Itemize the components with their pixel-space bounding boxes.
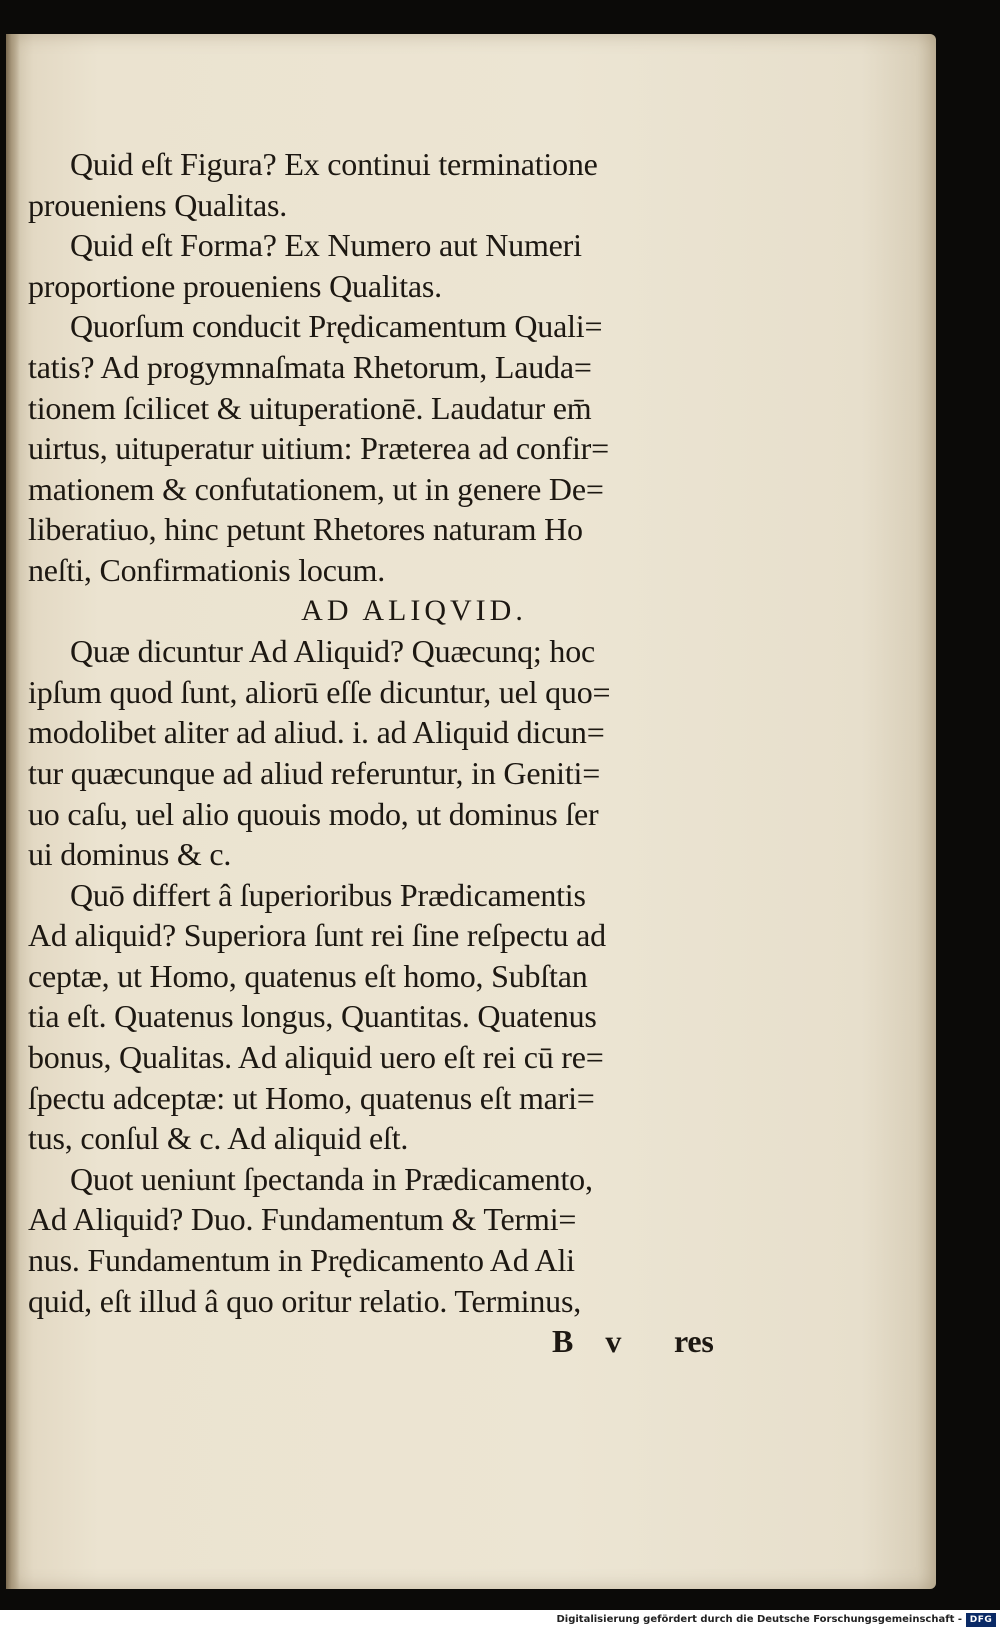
- signature-mark: B v: [552, 1323, 634, 1360]
- text-line: ui dominus & c.: [28, 836, 232, 873]
- text-line: tia eſt. Quatenus longus, Quantitas. Quatenus: [28, 998, 597, 1035]
- text-line: mationem & confutationem, ut in genere De=: [28, 470, 604, 507]
- section-heading: AD ALIQVID.: [301, 593, 527, 627]
- funding-credit: Digitalisierung gefördert durch die Deutsche Forschungsgemeinschaft -: [556, 1614, 962, 1625]
- text-line: ceptæ, ut Homo, quatenus eſt homo, Subſtan: [28, 957, 588, 994]
- page-gutter: [6, 34, 20, 1589]
- text-line: proportione proueniens Qualitas.: [28, 267, 442, 304]
- text-line: uo caſu, uel alio quouis modo, ut dominus ſer: [28, 795, 599, 832]
- text-line: liberatiuo, hinc petunt Rhetores naturam Ho: [28, 511, 583, 548]
- dfg-logo: DFG: [966, 1613, 996, 1627]
- text-line: uirtus, uituperatur uitium: Præterea ad confir=: [28, 430, 609, 467]
- text-line: Ad Aliquid? Duo. Fundamentum & Termi=: [28, 1201, 577, 1238]
- text-line: Ad aliquid? Superiora ſunt rei ſine reſpectu ad: [28, 917, 606, 954]
- text-line: neſti, Confirmationis locum.: [28, 551, 386, 588]
- text-line: proueniens Qualitas.: [28, 186, 288, 223]
- catchword: res: [674, 1323, 714, 1360]
- text-line: Quid eſt Forma? Ex Numero aut Numeri: [70, 227, 582, 264]
- page-footer-line: [28, 1321, 740, 1362]
- book-page: [6, 34, 936, 1589]
- text-line: tur quæcunque ad aliud referuntur, in Geniti=: [28, 754, 601, 791]
- text-line: Quō differt â ſuperioribus Prædicamentis: [70, 876, 586, 913]
- text-line: Quorſum conducit Prędicamentum Quali=: [70, 308, 603, 345]
- credit-bar: [0, 1610, 1000, 1632]
- text-line: ipſum quod ſunt, aliorū eſſe dicuntur, uel quo=: [28, 673, 611, 710]
- text-line: Quot ueniunt ſpectanda in Prædicamento,: [70, 1160, 593, 1197]
- text-line: tionem ſcilicet & uituperationē. Laudatur em̄: [28, 389, 592, 426]
- text-line: tatis? Ad progymnaſmata Rhetorum, Lauda=: [28, 348, 592, 385]
- text-line: ſpectu adceptæ: ut Homo, quatenus eſt mari=: [28, 1079, 595, 1116]
- text-line: modolibet aliter ad aliud. i. ad Aliquid dicun=: [28, 714, 605, 751]
- page-text: [28, 144, 740, 1362]
- text-line: quid, eſt illud â quo oritur relatio. Terminus,: [28, 1282, 582, 1319]
- text-line: nus. Fundamentum in Prędicamento Ad Ali: [28, 1242, 575, 1279]
- text-line: Quid eſt Figura? Ex continui terminatione: [70, 146, 598, 182]
- text-line: bonus, Qualitas. Ad aliquid uero eſt rei cū re=: [28, 1039, 604, 1076]
- text-line: tus, conſul & c. Ad aliquid eſt.: [28, 1120, 409, 1157]
- text-line: Quæ dicuntur Ad Aliquid? Quæcunq; hoc: [70, 633, 596, 670]
